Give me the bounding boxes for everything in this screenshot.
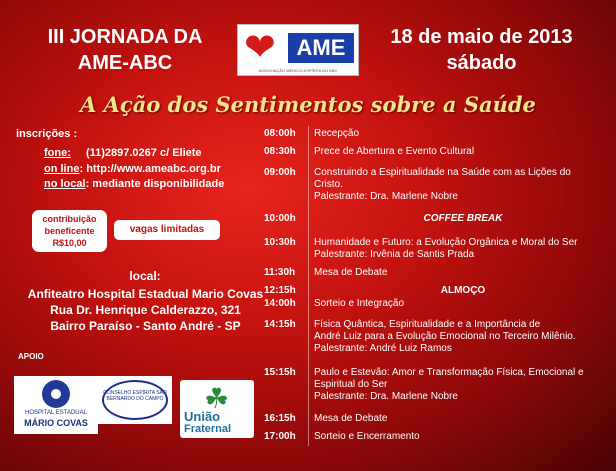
venue-name: Anfiteatro Hospital Estadual Mario Covas — [27, 287, 264, 301]
schedule-description: COFFEE BREAK — [423, 213, 503, 224]
schedule-description — [314, 319, 612, 355]
ame-logo — [237, 24, 359, 76]
phone-label: fone: — [44, 147, 71, 159]
schedule-time: 14:00h — [264, 298, 296, 309]
contribution-badge — [32, 210, 107, 252]
schedule-time: 17:00h — [264, 431, 296, 442]
ame-logo-text: AME — [288, 33, 354, 63]
hospital-emblem-icon — [42, 380, 70, 408]
support-label: APOIO — [18, 352, 44, 361]
schedule-description — [314, 367, 612, 403]
ame-logo-subtext: ASSOCIAÇÃO MÉDICO-ESPÍRITA DO ABC — [258, 68, 338, 73]
schedule-time: 10:00h — [264, 213, 296, 224]
venue-city: Bairro Paraíso - Santo André - SP — [50, 319, 241, 333]
event-title — [20, 24, 230, 76]
schedule-line: Construindo a Espiritualidade na Saúde com as Lições do — [314, 167, 571, 178]
venue-street: Rua Dr. Henrique Calderazzo, 321 — [50, 303, 241, 317]
hospital-logo-line1: HOSPITAL ESTADUAL — [25, 410, 87, 416]
schedule-description: Mesa de Debate — [314, 267, 388, 278]
hospital-logo — [14, 376, 98, 434]
registration-onsite: no local: mediante disponibilidade — [44, 178, 225, 190]
event-title-line1: III JORNADA DA — [47, 26, 203, 48]
schedule-line: Cristo. — [314, 179, 343, 190]
schedule-line: Espiritual do Ser — [314, 379, 388, 390]
schedule-line: Paulo e Estevão: Amor e Transformação Física, Emocional e — [314, 367, 584, 378]
schedule-time: 11:30h — [264, 267, 296, 278]
schedule-time: 15:15h — [264, 367, 296, 378]
schedule-description: Sorteio e Encerramento — [314, 431, 420, 442]
schedule-speaker: Palestrante: Dra. Marlene Nobre — [314, 391, 458, 402]
clover-icon: ☘ — [204, 383, 230, 414]
schedule-time: 08:30h — [264, 146, 296, 157]
schedule-speaker: Palestrante: André Luiz Ramos — [314, 343, 452, 354]
onsite-value: mediante disponibilidade — [92, 178, 225, 190]
limited-spots-badge: vagas limitadas — [114, 220, 220, 240]
schedule-line: Humanidade e Futuro: a Evolução Orgânica e Moral do Ser — [314, 237, 578, 248]
schedule-speaker: Palestrante: Irvênia de Santis Prada — [314, 249, 475, 260]
schedule-line: André Luiz para a Evolução Emocional no Terceiro Milênio. — [314, 331, 576, 342]
onsite-label: no local — [44, 178, 86, 190]
schedule-time: 10:30h — [264, 237, 296, 248]
schedule-divider — [308, 126, 309, 446]
schedule-description — [314, 167, 612, 203]
uniao-logo-line1: União — [184, 409, 221, 424]
schedule-description: Prece de Abertura e Evento Cultural — [314, 146, 475, 157]
event-date — [364, 24, 599, 76]
event-date-text: 18 de maio de 2013 — [390, 26, 573, 48]
schedule-time: 16:15h — [264, 413, 296, 424]
event-title-line2: AME-ABC — [77, 52, 173, 74]
schedule-description: Sorteio e Integração — [314, 298, 405, 309]
schedule-time: 09:00h — [264, 167, 296, 178]
venue-title: local: — [129, 269, 161, 283]
event-subtitle: A Ação dos Sentimentos sobre a Saúde — [80, 92, 536, 117]
spiritist-council-logo — [98, 376, 172, 424]
registration-title: inscrições : — [16, 128, 78, 140]
contribution-price: R$10,00 — [52, 238, 87, 248]
hospital-logo-line2: MÁRIO COVAS — [24, 418, 88, 428]
schedule-description: Recepção — [314, 128, 360, 139]
phone-value: (11)2897.0267 c/ Eliete — [85, 147, 202, 159]
schedule-time: 12:15h — [264, 285, 296, 296]
event-weekday: sábado — [446, 52, 517, 74]
contribution-line1: contribuição — [42, 214, 97, 224]
registration-online: on line: http://www.ameabc.org.br — [44, 163, 221, 175]
online-label: on line — [44, 163, 80, 175]
spiritist-council-text: CONSELHO ESPÍRITA SÃO BERNARDO DO CAMPO — [103, 390, 167, 402]
schedule-time: 14:15h — [264, 319, 296, 330]
uniao-logo-line2: Fraternal — [184, 423, 232, 435]
schedule-line: Física Quântica, Espiritualidade e a Importância de — [314, 319, 541, 330]
contribution-line2: beneficente — [44, 226, 95, 236]
schedule-description: ALMOÇO — [440, 285, 486, 296]
online-url-link[interactable]: http://www.ameabc.org.br — [86, 163, 221, 175]
uniao-fraternal-logo — [180, 380, 254, 438]
schedule-description: Mesa de Debate — [314, 413, 388, 424]
schedule-speaker: Palestrante: Dra. Marlene Nobre — [314, 191, 458, 202]
schedule-description — [314, 237, 612, 261]
schedule-time: 08:00h — [264, 128, 296, 139]
heart-icon: ❤ — [244, 27, 276, 69]
